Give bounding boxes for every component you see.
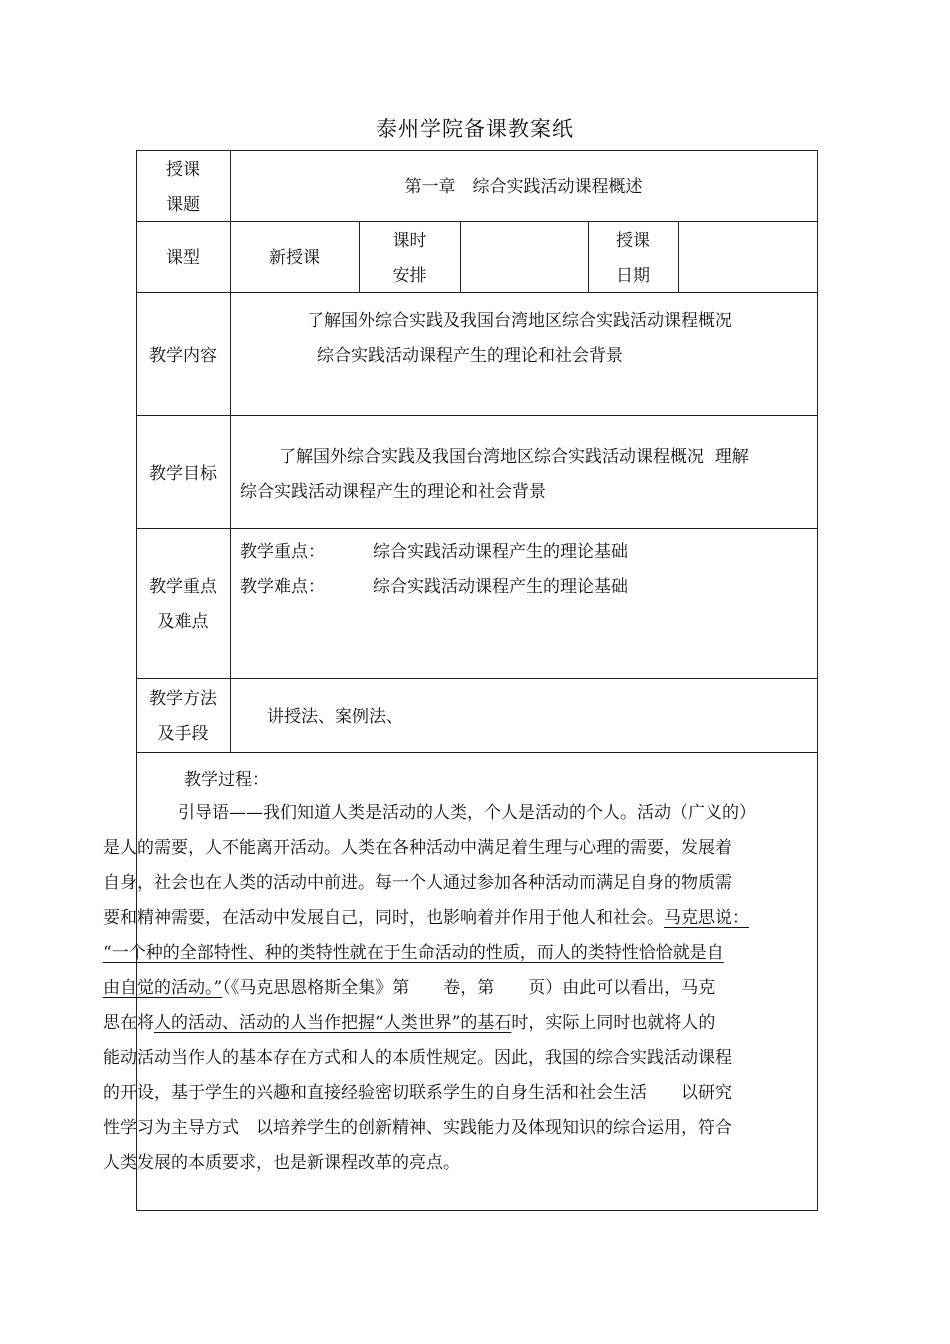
goal-line-2: 综合实践活动课程产生的理论和社会背景 [240, 482, 546, 502]
process-line: 要和精神需要，在活动中发展自己，同时，也影响着并作用于他人和社会。马克思说： [103, 908, 749, 928]
page-title: 泰州学院备课教案纸 [376, 117, 574, 141]
date-label: 授课 日期 [616, 231, 650, 286]
method-label: 教学方法 及手段 [149, 689, 217, 744]
topic-label: 授课 课题 [166, 160, 200, 215]
type-value: 新授课 [269, 248, 320, 268]
key-point-value: 综合实践活动课程产生的理论基础 [373, 542, 628, 562]
method-value: 讲授法、案例法、 [267, 707, 403, 727]
process-heading: 教学过程： [184, 770, 269, 790]
difficulty-label: 教学难点： [240, 577, 325, 597]
content-line-1: 了解国外综合实践及我国台湾地区综合实践活动课程概况 [307, 311, 732, 331]
goal-label: 教学目标 [149, 464, 217, 484]
process-line: 能动活动当作人的基本存在方式和人的本质性规定。因此，我国的综合实践活动课程 [103, 1048, 732, 1068]
content-line-2: 综合实践活动课程产生的理论和社会背景 [317, 346, 623, 366]
key-label: 教学重点 及难点 [149, 577, 217, 632]
process-line: 性学习为主导方式 以培养学生的创新精神、实践能力及体现知识的综合运用，符合 [103, 1118, 732, 1138]
process-line: 自身，社会也在人类的活动中前进。每一个人通过参加各种活动而满足自身的物质需 [103, 873, 732, 893]
topic-value: 第一章 综合实践活动课程概述 [404, 177, 643, 197]
process-line: 人类发展的本质要求，也是新课程改革的亮点。 [103, 1153, 460, 1173]
type-label: 课型 [166, 248, 200, 268]
process-line: 由自觉的活动。”（《马克思恩格斯全集》第 卷，第 页）由此可以看出，马克 [103, 978, 716, 998]
process-line: 是人的需要，人不能离开活动。人类在各种活动中满足着生理与心理的需要，发展着 [103, 838, 732, 858]
process-line: “一个种的全部特性、种的类特性就在于生命活动的性质，而人的类特性恰恰就是自 [103, 943, 724, 963]
content-label: 教学内容 [149, 346, 217, 366]
hours-label: 课时 安排 [392, 231, 427, 286]
process-line: 引导语——我们知道人类是活动的人类，个人是活动的个人。活动（广义的） [178, 803, 756, 823]
difficulty-value: 综合实践活动课程产生的理论基础 [373, 577, 628, 597]
process-line: 的开设，基于学生的兴趣和直接经验密切联系学生的自身生活和社会生活 以研究 [103, 1083, 732, 1103]
key-point-label: 教学重点： [240, 542, 325, 562]
process-line: 思在将人的活动、活动的人当作把握“人类世界”的基石时，实际上同时也就将人的 [103, 1013, 716, 1033]
goal-line-1: 了解国外综合实践及我国台湾地区综合实践活动课程概况 理解 [279, 447, 749, 467]
